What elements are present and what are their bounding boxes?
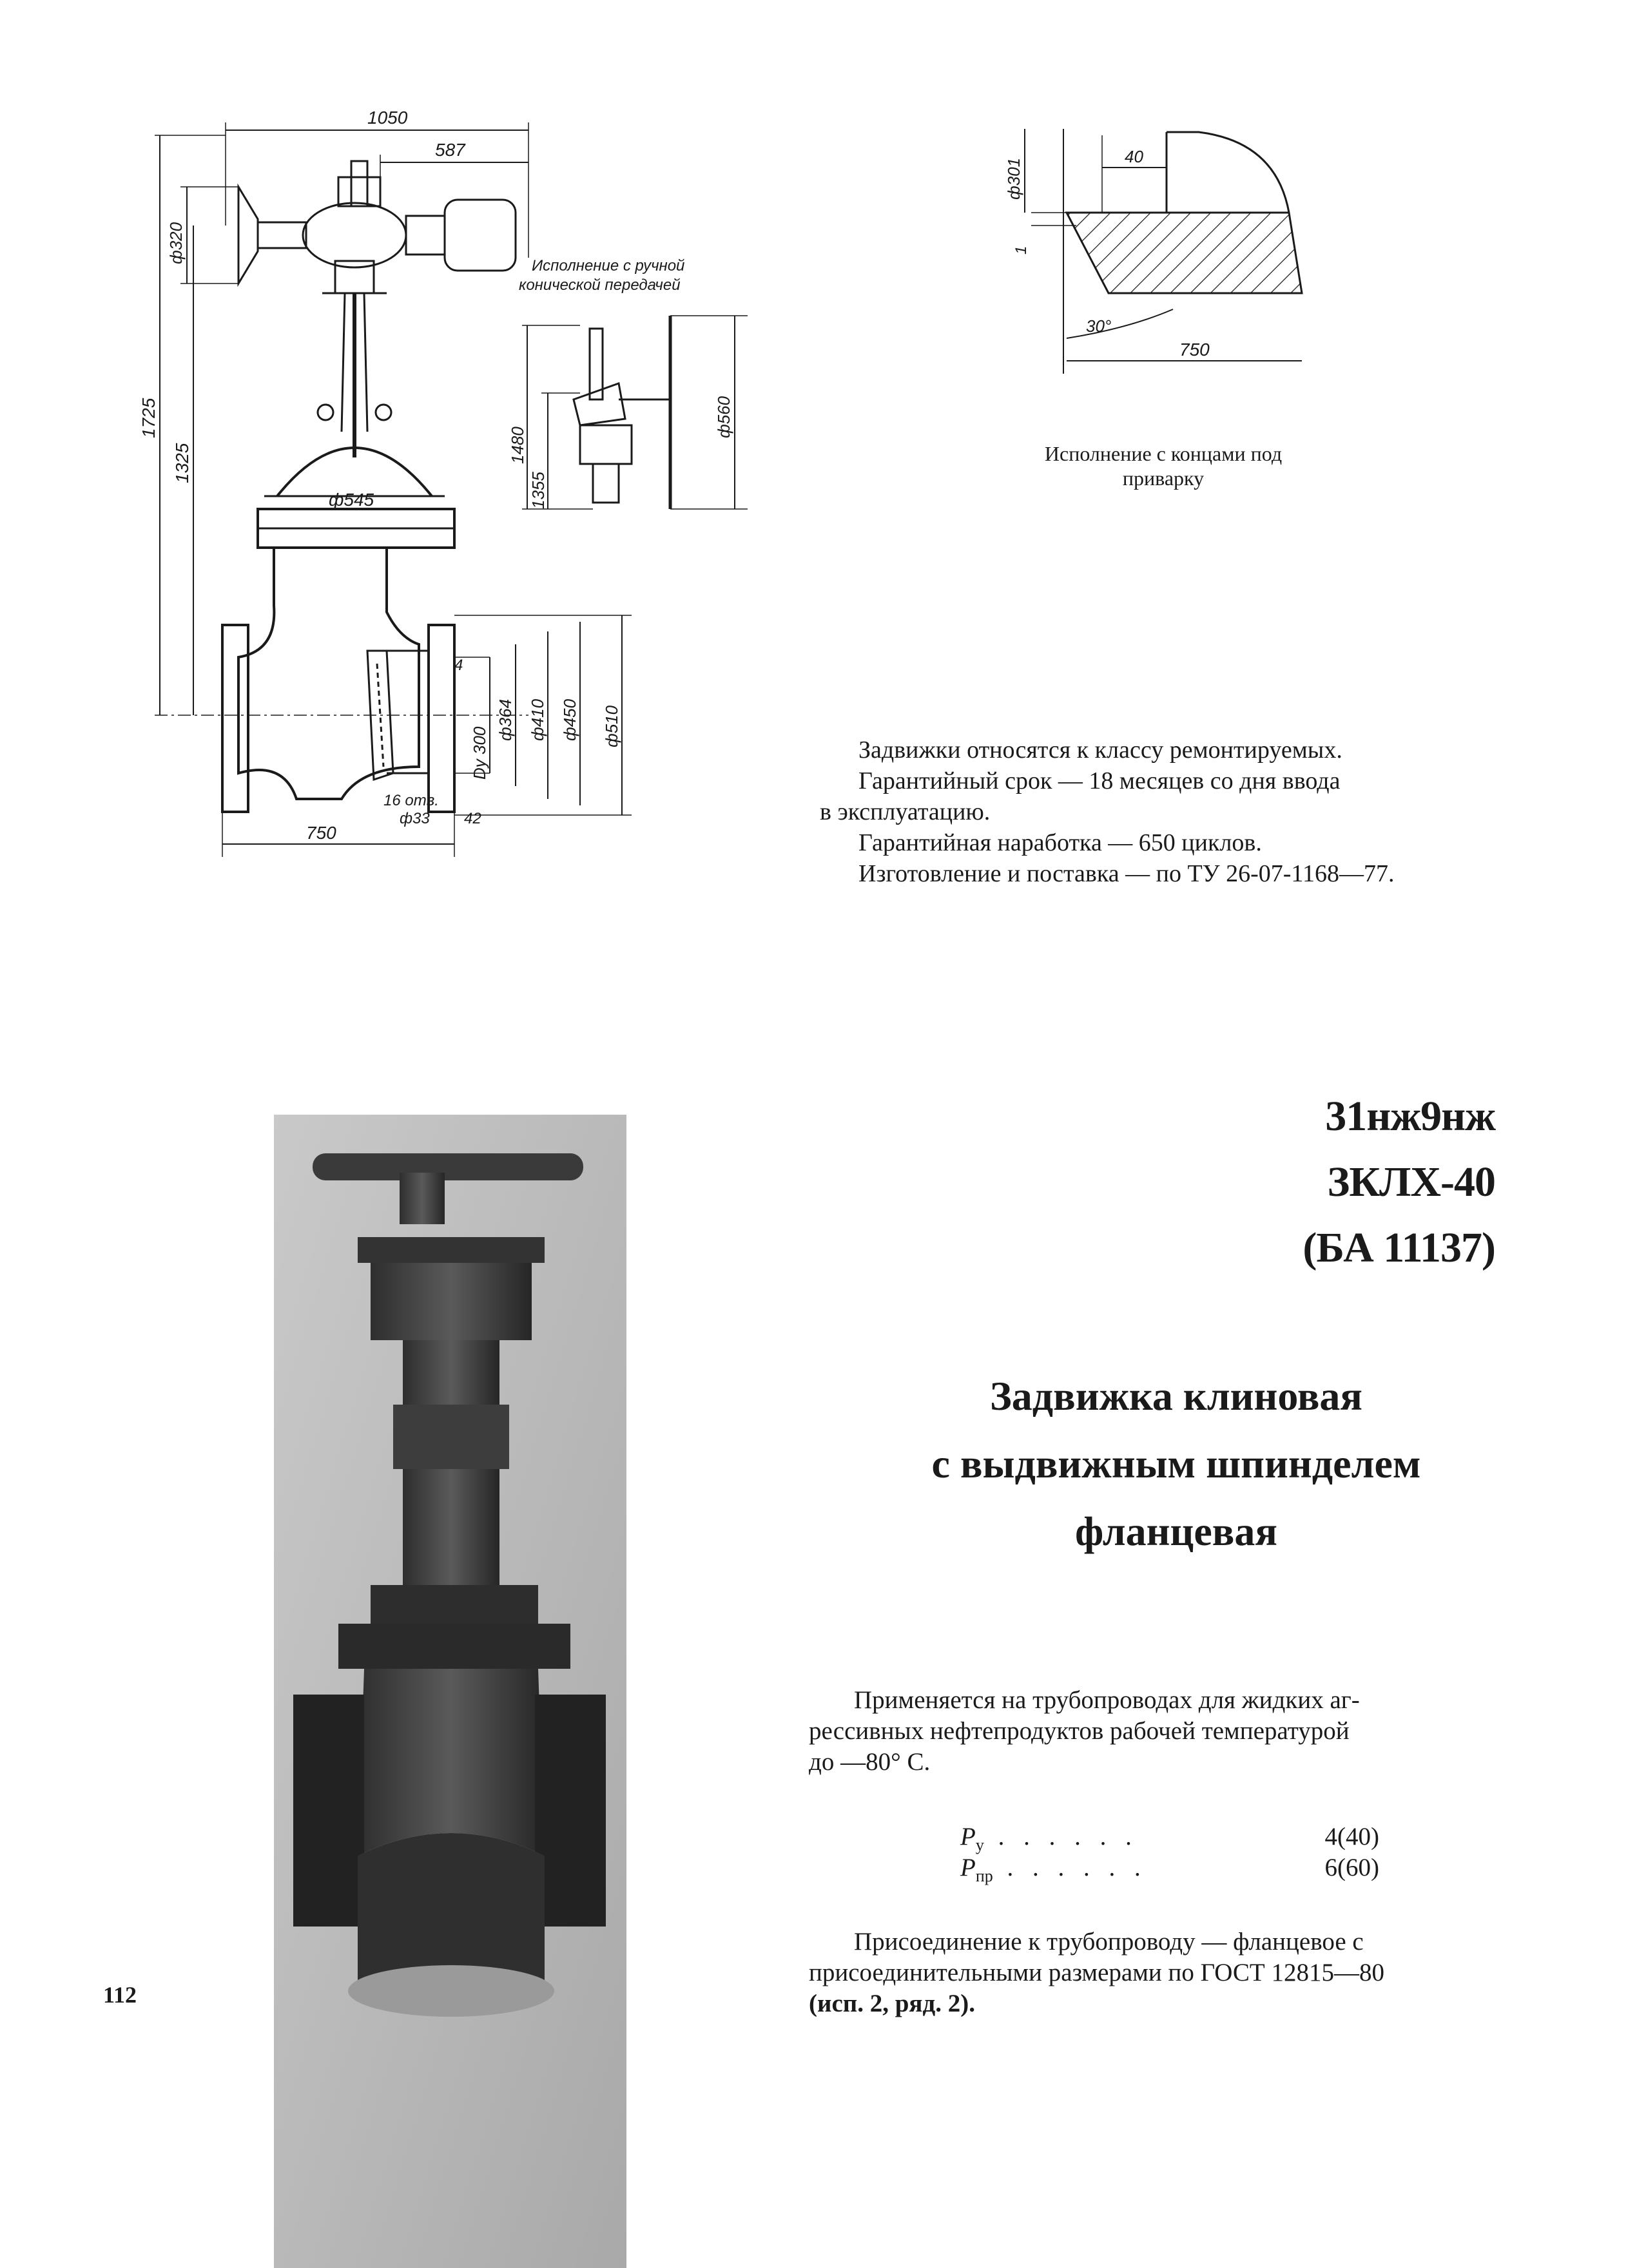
product-code-3: (БА 11137)	[1303, 1224, 1495, 1271]
note-line-2a: Гарантийный срок — 18 месяцев со дня ввода	[858, 767, 1341, 794]
applies-line-2: рессивных нефтепродуктов рабочей температурой	[809, 1717, 1350, 1745]
py-symbol: P	[960, 1823, 976, 1850]
conn-line-2: присоединительными размерами по ГОСТ 12815—80	[809, 1959, 1384, 1986]
py-value: 4(40)	[1324, 1823, 1379, 1850]
dim-actuator-diameter: ф320	[166, 222, 186, 264]
application-text	[809, 1685, 1515, 1778]
dim-height-total: 1725	[139, 398, 159, 438]
pressure-test-row	[960, 1853, 1379, 1886]
dim-flange-thickness: 42	[464, 810, 481, 827]
weld-caption-line2: приварку	[1122, 466, 1205, 490]
note-line-1: Задвижки относятся к классу ремонтируемых.	[858, 736, 1342, 764]
ppr-dots: . . . . . .	[1007, 1854, 1147, 1881]
dim-dn: Dy 300	[470, 726, 489, 780]
dim-d410: ф410	[528, 698, 547, 741]
weld-end-drawing	[986, 116, 1347, 419]
dim-hole-diameter: ф33	[400, 810, 430, 827]
note-line-4: Изготовление и поставка — по ТУ 26-07-1168—77.	[858, 860, 1395, 887]
title-line-3: фланцевая	[1075, 1508, 1277, 1554]
pressure-nominal-row	[960, 1822, 1379, 1855]
dim-d510: ф510	[602, 705, 621, 747]
note-line-3: Гарантийная наработка — 650 циклов.	[858, 829, 1262, 856]
dim-body-length: 750	[306, 823, 336, 843]
dim-small-4: 4	[454, 657, 463, 674]
py-sub: у	[975, 1835, 984, 1854]
py-dots: . . . . . .	[998, 1823, 1138, 1850]
dim-d364: ф364	[496, 698, 515, 741]
warranty-notes	[820, 735, 1516, 889]
weld-d301: ф301	[1004, 157, 1023, 200]
applies-line-3: до —80° С.	[809, 1748, 931, 1776]
page-number: 112	[103, 1982, 137, 2008]
dim-manual-height-1: 1480	[508, 427, 527, 464]
conn-line-1: Присоединение к трубопроводу — фланцевое с	[854, 1928, 1364, 1956]
title-line-2: с выдвижным шпинделем	[931, 1441, 1421, 1486]
conn-line-3: (исп. 2, ряд. 2).	[809, 1990, 975, 2017]
valve-drawing	[129, 97, 806, 876]
weld-caption	[1002, 441, 1324, 490]
weld-length: 750	[1179, 340, 1210, 360]
ppr-value: 6(60)	[1324, 1854, 1379, 1881]
note-line-2b: в эксплуатацию.	[820, 798, 991, 825]
weld-angle: 30°	[1086, 316, 1112, 336]
dim-manual-height-2: 1355	[528, 472, 548, 509]
dim-d450: ф450	[560, 698, 579, 741]
connection-text	[809, 1927, 1515, 2019]
ppr-symbol: P	[960, 1854, 976, 1881]
manual-caption-1: Исполнение с ручной	[532, 257, 685, 274]
dim-top-offset: 587	[435, 140, 465, 160]
dim-overall-width: 1050	[367, 108, 408, 128]
dim-bonnet-diameter: ф545	[329, 490, 374, 510]
product-code-2: ЗКЛХ-40	[1327, 1158, 1495, 1206]
weld-caption-line1: Исполнение с концами под	[1044, 442, 1283, 465]
dim-wheel-diameter: ф560	[714, 396, 733, 438]
manual-caption-2: конической передачей	[519, 276, 681, 294]
valve-photo	[274, 1115, 626, 2268]
dim-height-axis: 1325	[172, 443, 192, 483]
dim-holes: 16 отв.	[383, 792, 439, 809]
title-line-1: Задвижка клиновая	[989, 1373, 1363, 1419]
ppr-sub: пр	[975, 1866, 993, 1885]
product-code-1: 31нж9нж	[1325, 1093, 1495, 1140]
applies-line-1: Применяется на трубопроводах для жидких аг-	[854, 1686, 1360, 1714]
weld-dim-40: 40	[1125, 147, 1143, 166]
weld-dim-1: 1	[1012, 245, 1030, 255]
